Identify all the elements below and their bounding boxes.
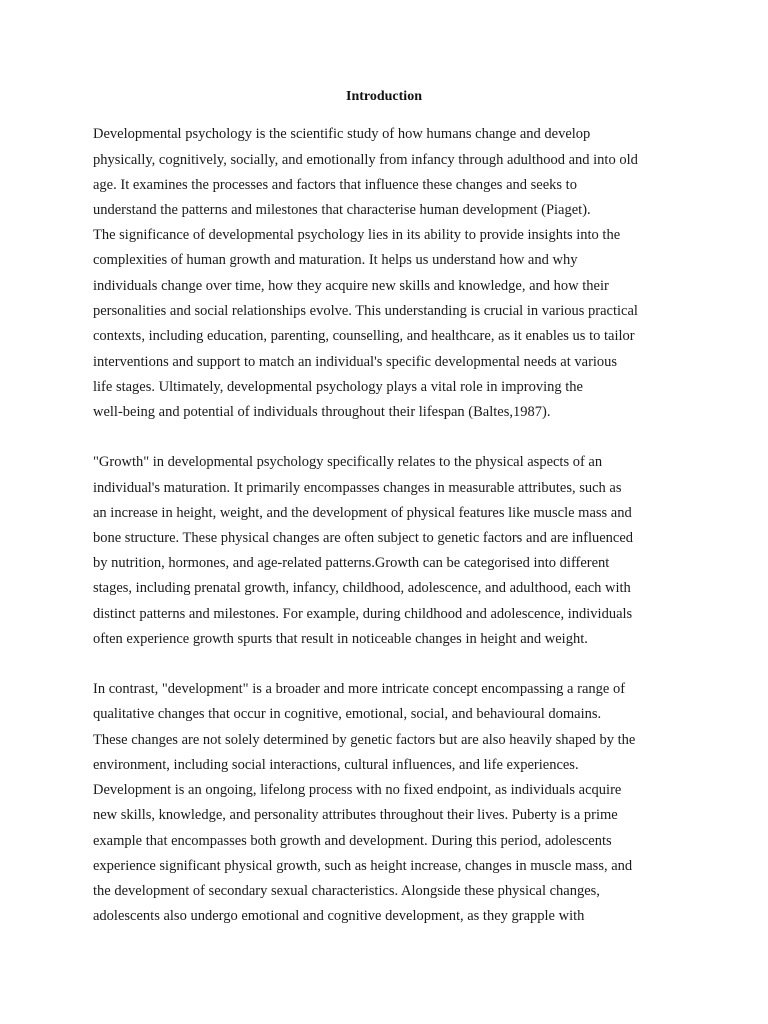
body-text-line: new skills, knowledge, and personality attributes throughout their lives. Puberty is a prime bbox=[93, 807, 618, 823]
body-text-line: often experience growth spurts that result in noticeable changes in height and weight. bbox=[93, 631, 588, 647]
body-text-line: "Growth" in developmental psychology specifically relates to the physical aspects of an bbox=[93, 454, 603, 470]
body-text-line: life stages. Ultimately, developmental psychology plays a vital role in improving the bbox=[93, 379, 583, 395]
body-text-line: experience significant physical growth, such as height increase, changes in muscle mass, and bbox=[93, 858, 633, 874]
body-text-line: example that encompasses both growth and development. During this period, adolescents bbox=[93, 833, 612, 849]
body-text-line: by nutrition, hormones, and age-related patterns.Growth can be categorised into different bbox=[93, 555, 610, 571]
body-text-line: complexities of human growth and maturation. It helps us understand how and why bbox=[93, 252, 578, 268]
page-title: Introduction bbox=[346, 89, 422, 104]
body-text-line: distinct patterns and milestones. For example, during childhood and adolescence, individuals bbox=[93, 606, 633, 622]
body-text-line: interventions and support to match an individual's specific developmental needs at various bbox=[93, 354, 618, 370]
body-text-line: well-being and potential of individuals throughout their lifespan (Baltes,1987). bbox=[93, 404, 551, 420]
body-text-line: an increase in height, weight, and the development of physical features like muscle mass and bbox=[93, 505, 632, 521]
body-text-line: personalities and social relationships evolve. This understanding is crucial in various practical bbox=[93, 303, 638, 319]
body-text-line: adolescents also undergo emotional and cognitive development, as they grapple with bbox=[93, 908, 585, 924]
body-text-line: understand the patterns and milestones that characterise human development (Piaget). bbox=[93, 202, 591, 218]
body-text-line: contexts, including education, parenting, counselling, and healthcare, as it enables us to tailor bbox=[93, 328, 635, 344]
body-text-line: stages, including prenatal growth, infancy, childhood, adolescence, and adulthood, each with bbox=[93, 580, 631, 596]
body-text-line: Development is an ongoing, lifelong process with no fixed endpoint, as individuals acquire bbox=[93, 782, 622, 798]
body-text-line: individuals change over time, how they acquire new skills and knowledge, and how their bbox=[93, 278, 609, 294]
body-text-line: environment, including social interactions, cultural influences, and life experiences. bbox=[93, 757, 579, 773]
body-text-line: These changes are not solely determined by genetic factors but are also heavily shaped by the bbox=[93, 732, 636, 748]
body-text-line: the development of secondary sexual characteristics. Alongside these physical changes, bbox=[93, 883, 600, 899]
body-text-line: bone structure. These physical changes are often subject to genetic factors and are influenced bbox=[93, 530, 634, 546]
body-text-line: physically, cognitively, socially, and emotionally from infancy through adulthood and into old bbox=[93, 152, 638, 168]
body-text-line: qualitative changes that occur in cognitive, emotional, social, and behavioural domains. bbox=[93, 706, 602, 722]
body-text-line: individual's maturation. It primarily encompasses changes in measurable attributes, such as bbox=[93, 480, 622, 496]
body-text-line: Developmental psychology is the scientific study of how humans change and develop bbox=[93, 126, 591, 142]
body-text-line: age. It examines the processes and factors that influence these changes and seeks to bbox=[93, 177, 577, 193]
body-text-line: In contrast, "development" is a broader and more intricate concept encompassing a range of bbox=[93, 681, 626, 697]
body-text-line: The significance of developmental psychology lies in its ability to provide insights into the bbox=[93, 227, 621, 243]
